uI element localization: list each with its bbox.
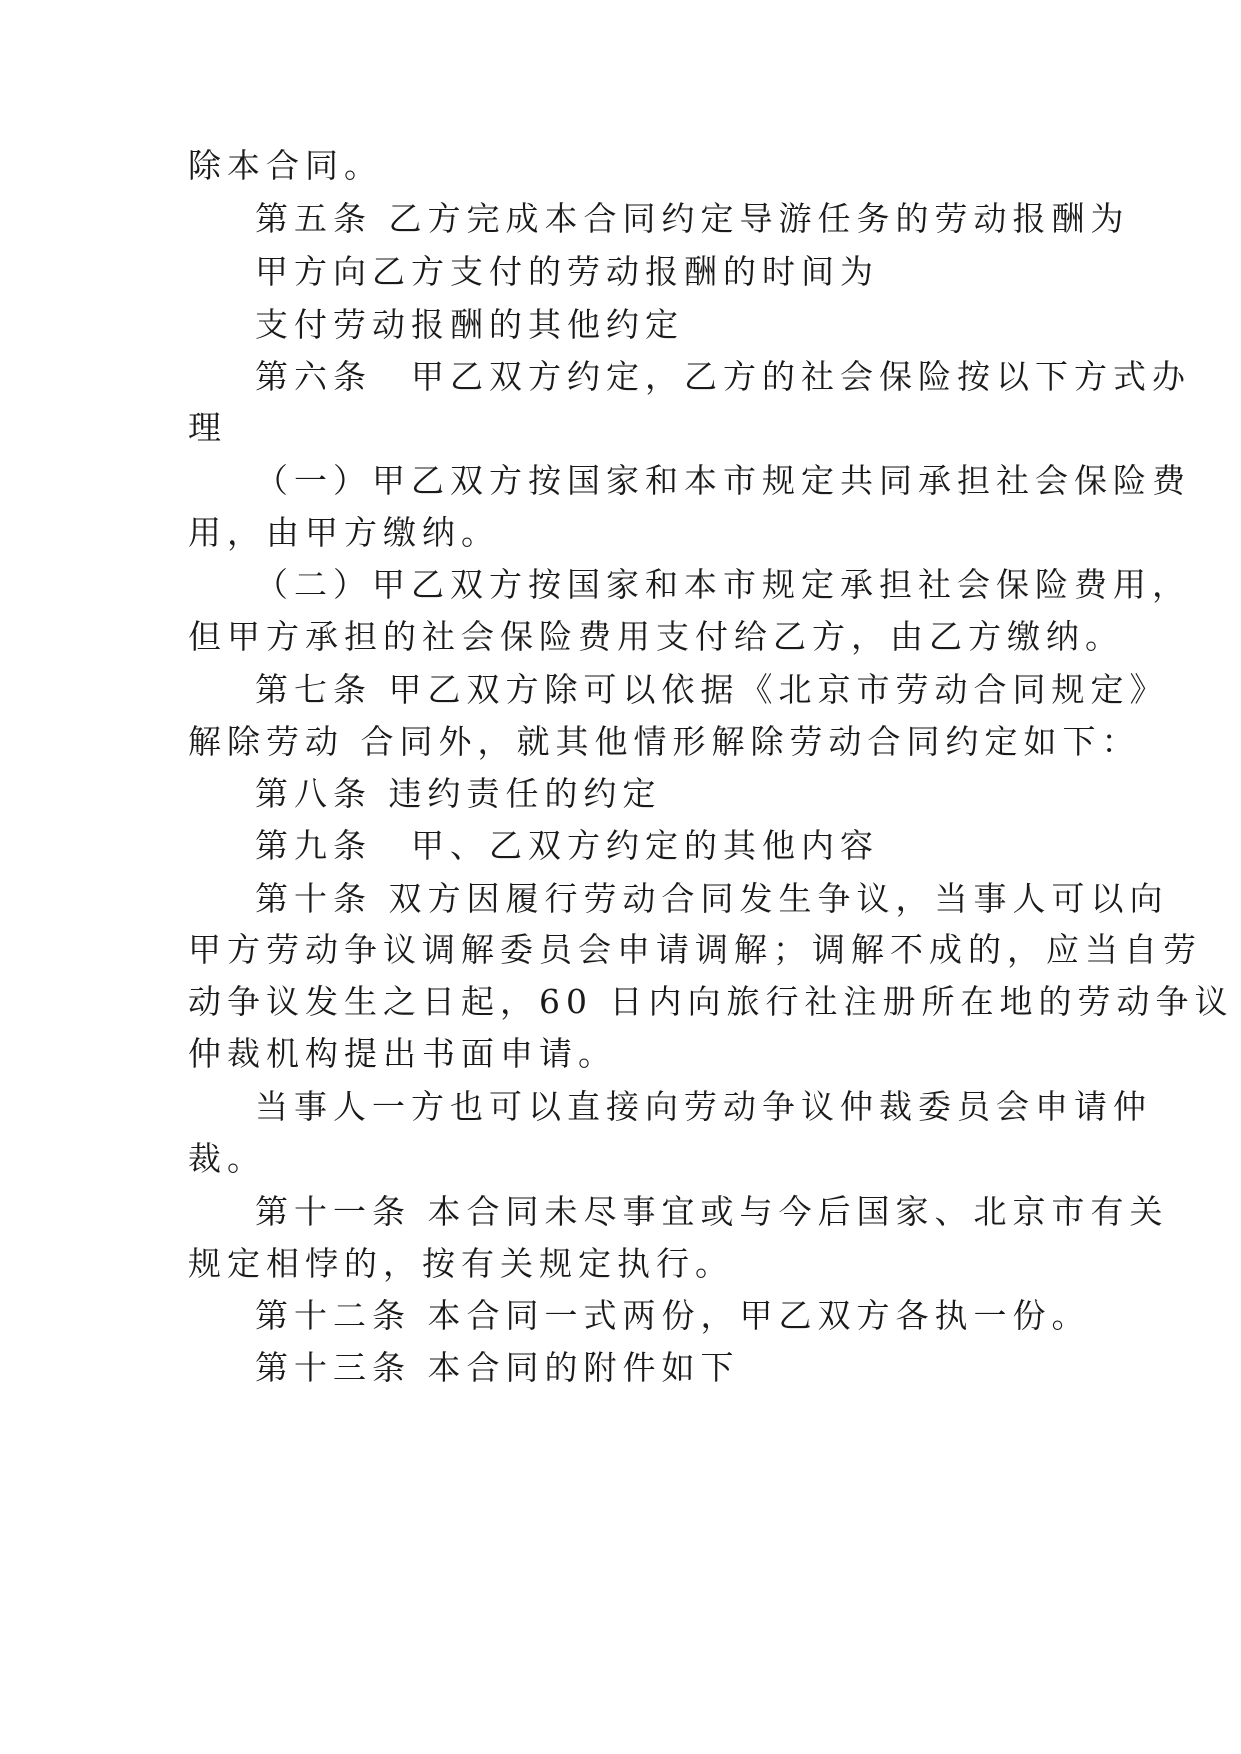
article-11-line-2: 规定相悖的，按有关规定执行。	[188, 1244, 734, 1283]
article-7-line-1: 第七条 甲乙双方除可以依据《北京市劳动合同规定》	[255, 670, 1169, 709]
article-8: 第八条 违约责任的约定	[255, 774, 662, 813]
article-13: 第十三条 本合同的附件如下	[255, 1348, 740, 1387]
article-9: 第九条 甲、乙双方约定的其他内容	[255, 826, 879, 865]
article-7-line-2: 解除劳动 合同外，就其他情形解除劳动合同约定如下：	[188, 722, 1141, 761]
continuation-text: 除本合同。	[188, 146, 383, 185]
article-5-line-2: 甲方向乙方支付的劳动报酬的时间为	[255, 252, 879, 291]
article-11-line-1: 第十一条 本合同未尽事宜或与今后国家、北京市有关	[255, 1192, 1169, 1231]
article-6-item-1-line-2: 用，由甲方缴纳。	[188, 513, 500, 552]
article-10-line-2: 甲方劳动争议调解委员会申请调解；调解不成的，应当自劳	[188, 930, 1202, 969]
article-6-item-1-line-1: （一）甲乙双方按国家和本市规定共同承担社会保险费	[255, 461, 1191, 500]
article-10-line-3: 动争议发生之日起，60 日内向旅行社注册所在地的劳动争议	[188, 982, 1234, 1021]
article-6-line-1: 第六条 甲乙双方约定，乙方的社会保险按以下方式办	[255, 357, 1191, 396]
article-5-line-3: 支付劳动报酬的其他约定	[255, 305, 684, 344]
article-6-item-2-line-2: 但甲方承担的社会保险费用支付给乙方，由乙方缴纳。	[188, 617, 1124, 656]
article-10-note-line-2: 裁。	[188, 1139, 266, 1178]
article-10-line-4: 仲裁机构提出书面申请。	[188, 1034, 617, 1073]
article-10-line-1: 第十条 双方因履行劳动合同发生争议，当事人可以向	[255, 879, 1169, 918]
article-6-line-2: 理	[188, 408, 227, 447]
article-5-line-1: 第五条 乙方完成本合同约定导游任务的劳动报酬为	[255, 199, 1130, 238]
article-10-note-line-1: 当事人一方也可以直接向劳动争议仲裁委员会申请仲	[255, 1087, 1152, 1126]
article-12: 第十二条 本合同一式两份，甲乙双方各执一份。	[255, 1296, 1091, 1335]
article-6-item-2-line-1: （二）甲乙双方按国家和本市规定承担社会保险费用，	[255, 565, 1191, 604]
